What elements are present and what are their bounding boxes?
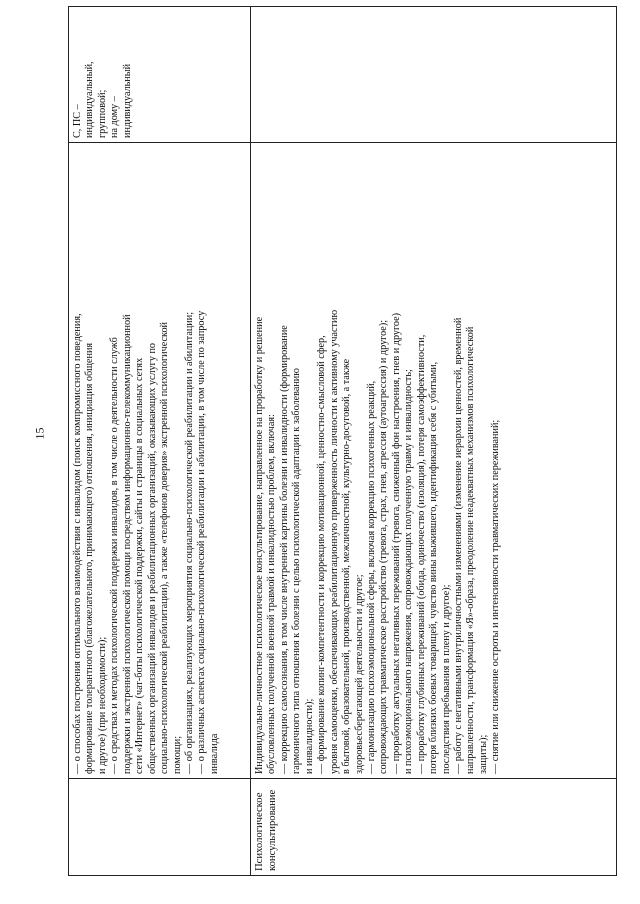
text-line: — об организациях, реализующих мероприятия социально-психологической реабилитации и абилитации; bbox=[183, 311, 195, 774]
text-line: Индивидуально-личностное психологическое консультирование, направленное на проработку и решение bbox=[254, 316, 265, 774]
text-line: — работу с негативными внутриличностными изменениями (изменение иерархии ценностей, временной bbox=[453, 317, 464, 774]
text-line: социально-психологической реабилитации), а также «телефонов доверия» экстренной психологической bbox=[159, 322, 171, 774]
text-line: здоровьесберегающей деятельности и другое; bbox=[353, 574, 365, 774]
text-line: — проработку актуальных негативных переживаний (тревога, сниженный фон настроения, гнев и другое) bbox=[390, 312, 402, 774]
text-line: — о средствах и методах психологической поддержки инвалидов, в том числе о деятельности служб bbox=[109, 337, 121, 774]
text-line: — формирование копинг-компетентности и коррекцию мотивационной, ценностно-смысловой сфер, bbox=[316, 335, 328, 774]
category-label: консультирование bbox=[266, 789, 278, 871]
text-line: гармоничного типа отношения к болезни с целью психологической адаптации к заболеванию bbox=[291, 368, 303, 774]
form-line: индивидуальный bbox=[121, 63, 133, 138]
content-cell bbox=[251, 143, 617, 779]
text-line: и психоэмоционального напряжения, сопровождающих полученную травму и инвалидность; bbox=[403, 369, 415, 774]
content-cell bbox=[69, 143, 251, 779]
text-line: сопровождающих травматическое расстройство (тревога, страх, гнев, агрессия (аутоагрессия) и другое); bbox=[378, 319, 390, 774]
text-line: общественных организаций инвалидов и реабилитационных организаций, оказывающих услугу по bbox=[146, 342, 158, 774]
page-number: 15 bbox=[32, 427, 47, 440]
category-label: Психологическое bbox=[254, 792, 265, 871]
text-line: сети «Интернет» (чат-боты психологической поддержки, сайты и страницы в социальных сетях bbox=[134, 357, 146, 774]
form-cell-empty bbox=[251, 7, 617, 143]
rotated-page-area bbox=[68, 34, 616, 876]
form-line: индивидуальный, bbox=[84, 61, 96, 138]
text-line: направленности, трансформация «Я»-образа, преодоление неадекватных механизмов психологической bbox=[465, 326, 477, 774]
text-line: поддержки и экстренной психологической помощи посредством информационно-телекоммуникационной bbox=[121, 314, 133, 774]
rehabilitation-table bbox=[68, 6, 617, 876]
text-line: и другое) (при необходимости); bbox=[96, 636, 108, 774]
text-line: защиты); bbox=[477, 734, 489, 774]
text-line: — проработку глубинных переживаний (обида, одиночество (изоляция), потеря самоэффективности, bbox=[415, 334, 427, 774]
text-line: потеря близких боевых товарищей, чувство вины выжившего, идентификация себя с убитыми, bbox=[428, 361, 440, 774]
form-line: групповой; bbox=[96, 89, 108, 138]
text-line: — коррекцию самосознания, в том числе внутренней картины болезни и инвалидности (формирование bbox=[278, 325, 290, 774]
form-line: на дому – bbox=[109, 96, 121, 138]
form-cell bbox=[69, 7, 251, 143]
text-line: — снятие или снижение остроты и интенсивности травматических переживаний; bbox=[490, 419, 502, 774]
text-line: и инвалидности); bbox=[303, 698, 315, 774]
text-line: обусловленных полученной военной травмой и инвалидностью проблем, включая: bbox=[266, 414, 278, 774]
text-line: помощи; bbox=[171, 735, 183, 774]
table-row bbox=[251, 7, 617, 876]
text-line: в бытовой, образовательной, производственной, межличностной, культурно-досуговой, а также bbox=[341, 358, 353, 774]
text-line: инвалида bbox=[208, 733, 220, 774]
table-row bbox=[69, 7, 251, 876]
form-line: С, ПС – bbox=[72, 104, 83, 138]
category-cell bbox=[251, 779, 617, 876]
text-line: последствия пребывания в плену и другое); bbox=[440, 584, 452, 774]
category-cell-empty bbox=[69, 779, 251, 876]
rotated-table-container bbox=[68, 34, 616, 876]
text-line: уровня самооценки, обеспечивающих реабилитационную приверженность личности к активному участию bbox=[328, 309, 340, 774]
text-line: — о способах построения оптимального взаимодействия с инвалидом (поиск компромиссного поведения, bbox=[72, 313, 83, 774]
text-line: формирование толерантного (благожелательного, принимающего) отношения, инициация общения bbox=[84, 342, 96, 774]
text-line: — о различных аспектах социально-психологической реабилитации и абилитации, в том числе по запросу bbox=[196, 310, 208, 774]
text-line: — гармонизацию психоэмоциональной сферы, включая коррекцию психогенных реакций, bbox=[365, 380, 377, 774]
